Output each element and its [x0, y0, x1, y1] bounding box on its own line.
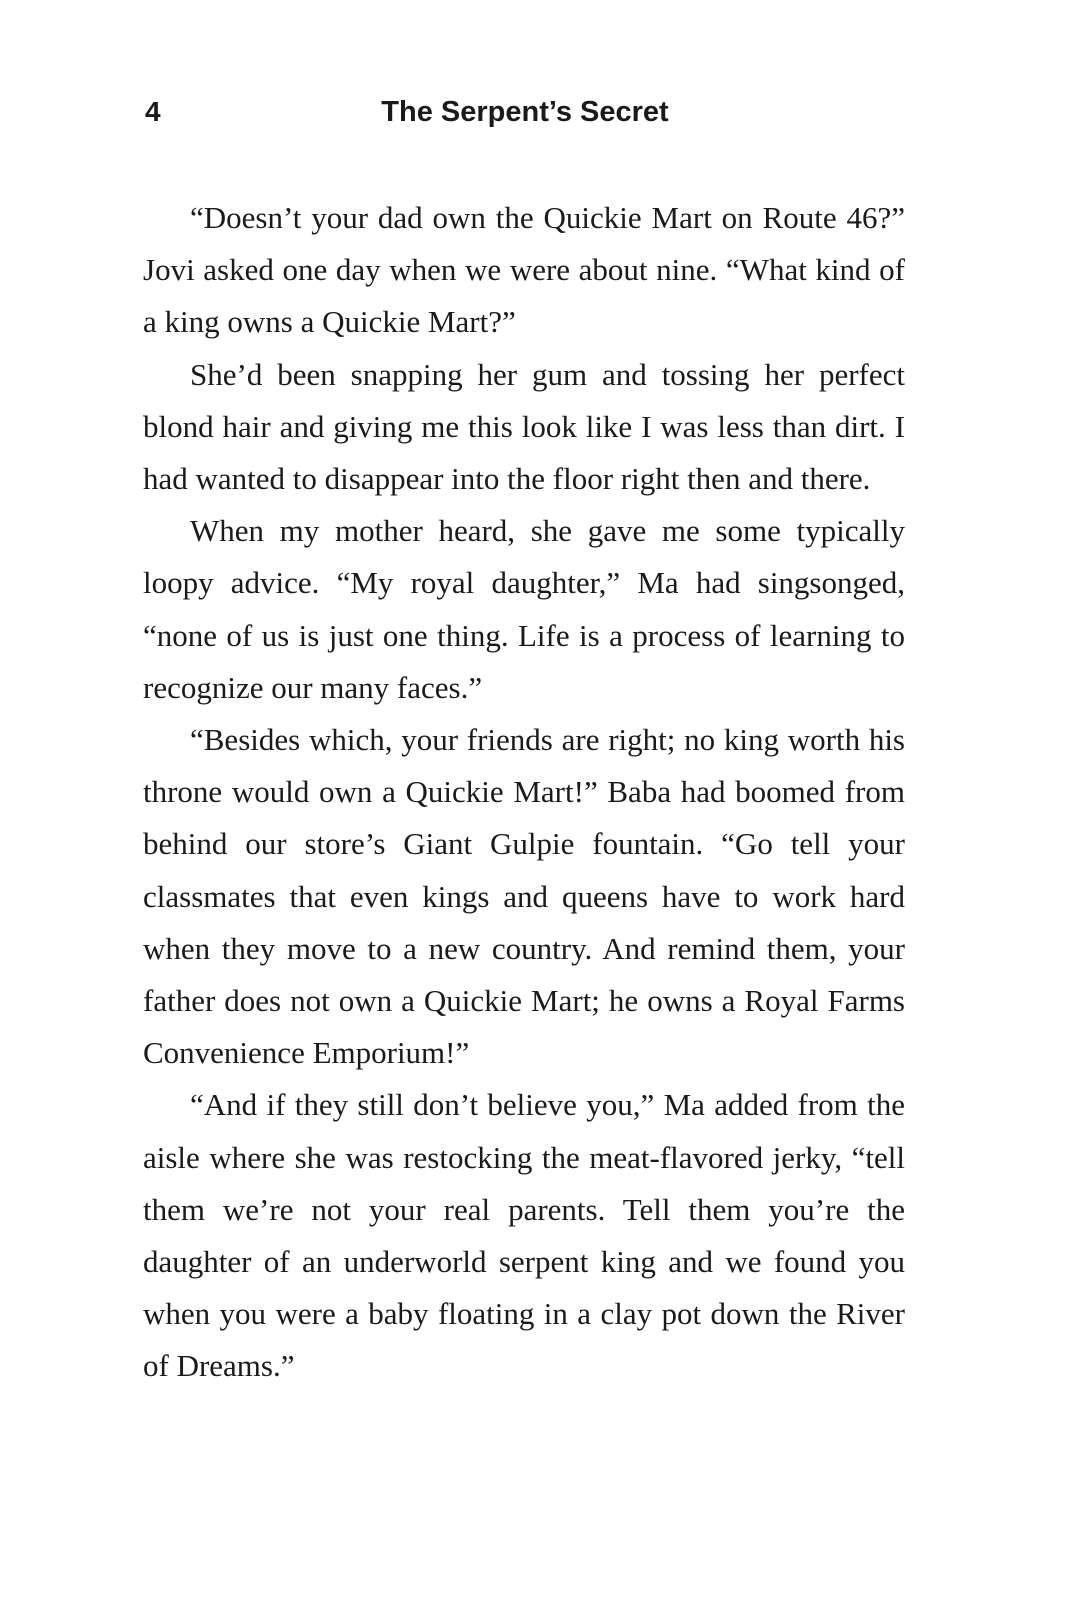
paragraph: When my mother heard, she gave me some typically loopy advice. “My royal daughter,” Ma had singsonged, “none of us is just one thing. Life is a process of learning to recognize our many faces.”: [143, 513, 905, 705]
page-number: 4: [145, 96, 161, 127]
book-title: The Serpent’s Secret: [381, 96, 669, 128]
body-text: [143, 192, 905, 1393]
paragraph: “Doesn’t your dad own the Quickie Mart on Route 46?” Jovi asked one day when we were about nine. “What kind of a king owns a Quickie Mart?”: [143, 200, 905, 340]
paragraph: “Besides which, your friends are right; no king worth his throne would own a Quickie Mart!” Baba had boomed from behind our store’s Giant Gulpie fountain. “Go tell your classmates that even kings and queens have to work hard when they move to a new country. And remind them, your father does not own a Quickie Mart; he owns a Royal Farms Convenience Emporium!”: [143, 722, 905, 1071]
paragraph: “And if they still don’t believe you,” Ma added from the aisle where she was restocking the meat-flavored jerky, “tell them we’re not your real parents. Tell them you’re the daughter of an underworld serpent king and we found you when you were a baby floating in a clay pot down the River of Dreams.”: [143, 1087, 905, 1384]
paragraph: She’d been snapping her gum and tossing her perfect blond hair and giving me this look like I was less than dirt. I had wanted to disappear into the floor right then and there.: [143, 356, 905, 497]
running-head: [145, 90, 905, 134]
